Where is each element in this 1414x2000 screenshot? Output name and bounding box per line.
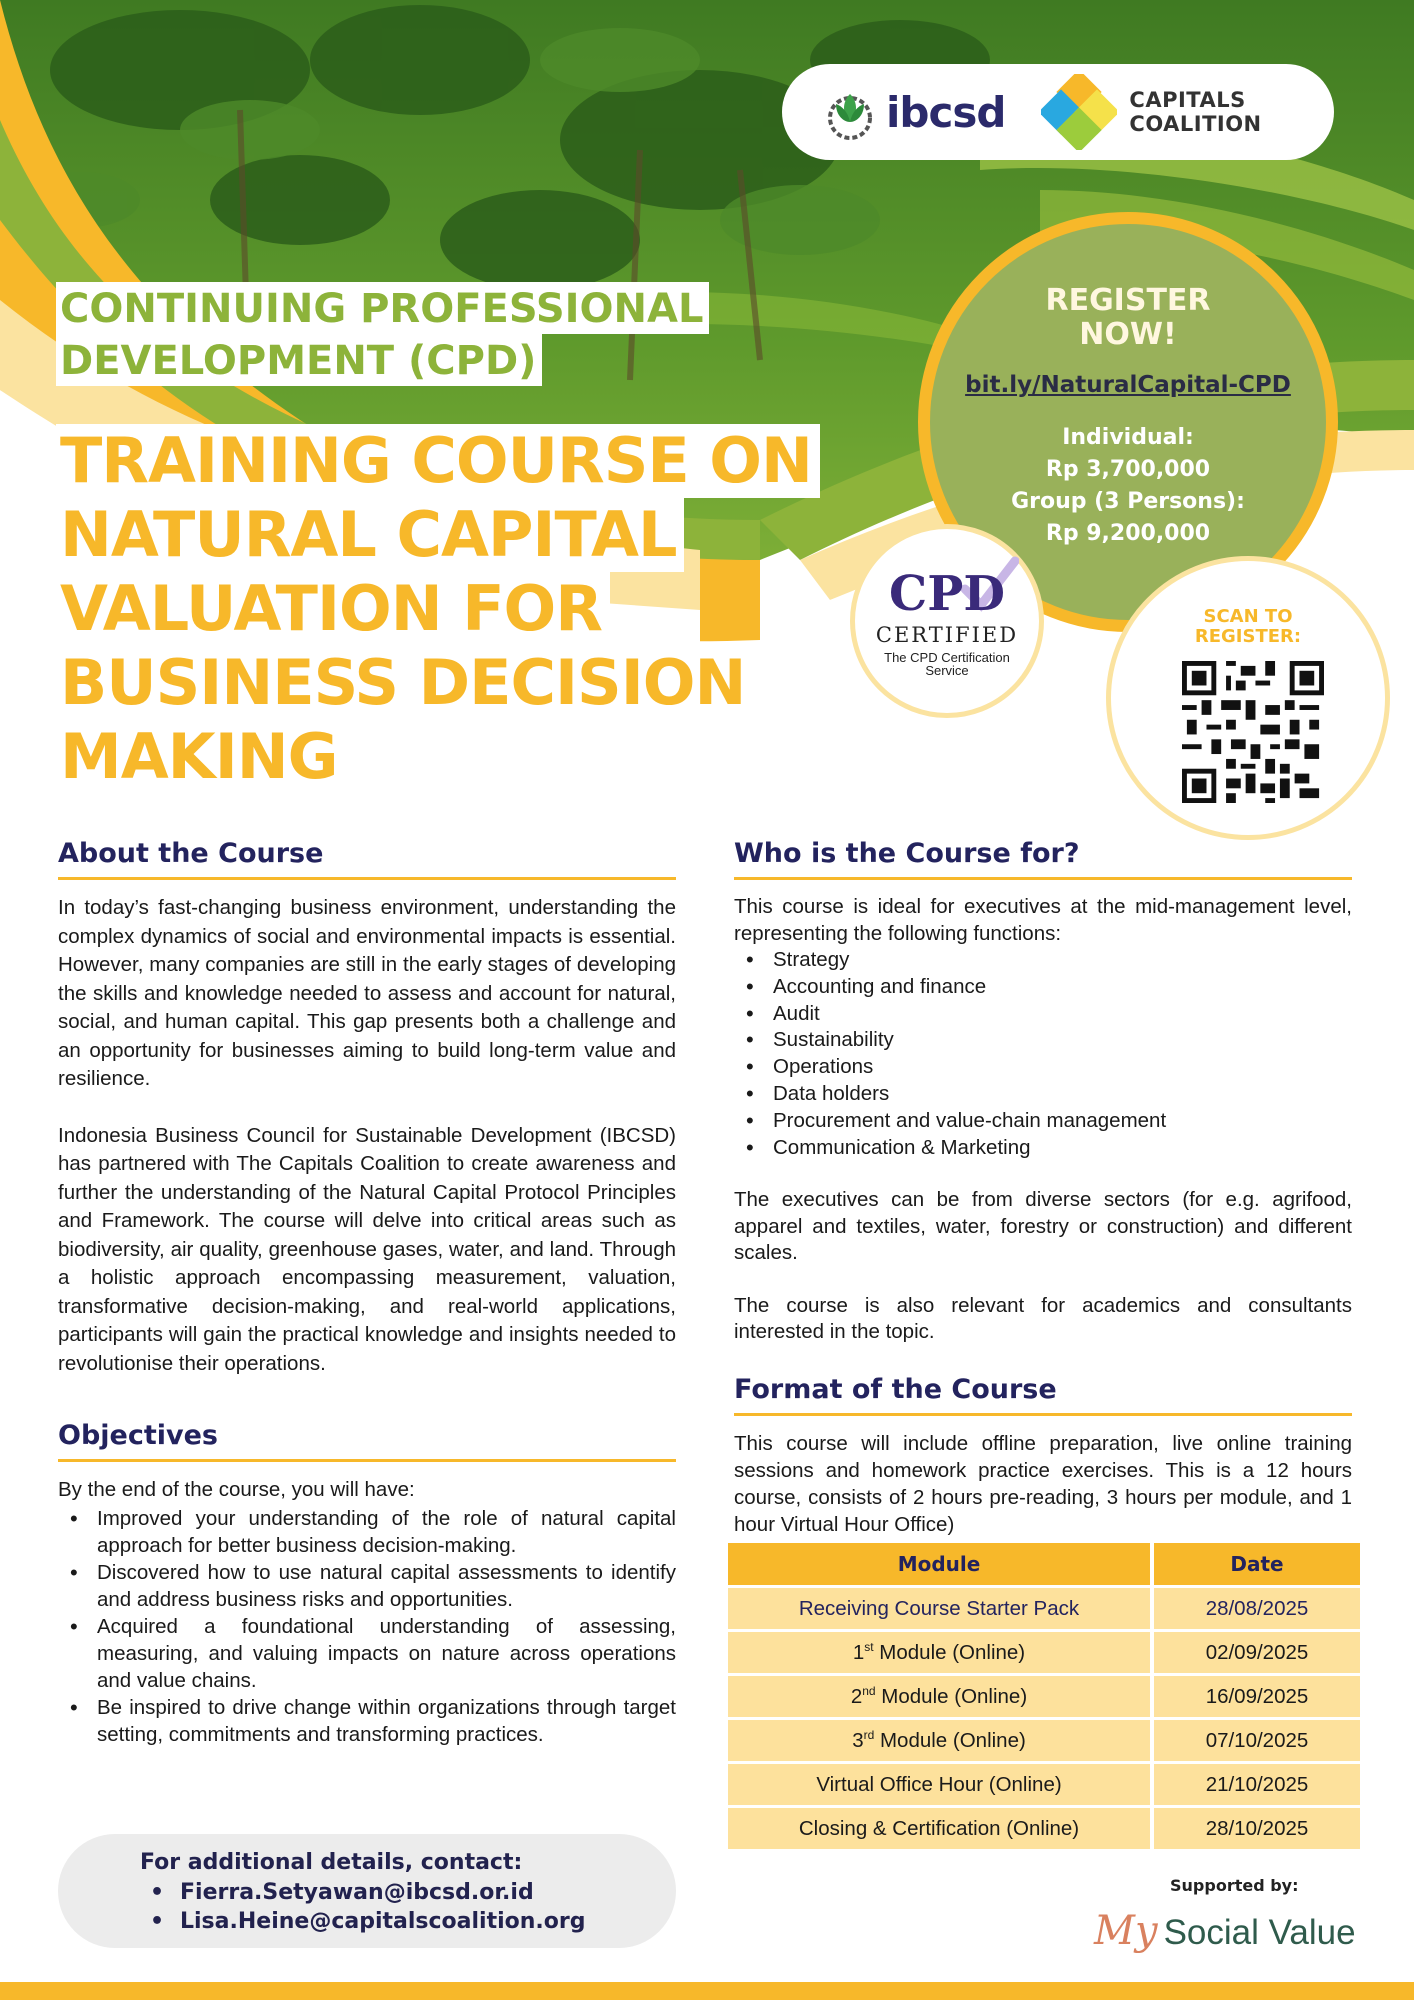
date-cell: 21/10/2025 xyxy=(1154,1764,1360,1805)
module-cell: Closing & Certification (Online) xyxy=(728,1808,1154,1849)
objectives-intro: By the end of the course, you will have: xyxy=(58,1478,415,1501)
capitals-coalition-diamond-icon xyxy=(1041,74,1117,150)
cpd-certified-badge xyxy=(850,524,1044,718)
date-cell: 16/09/2025 xyxy=(1154,1676,1360,1717)
list-item: • Audit xyxy=(734,1001,1352,1028)
my-social-value-logo xyxy=(1094,1908,1356,1954)
functions-list xyxy=(734,947,1352,1161)
about-paragraph: In today’s fast-changing business environment, understanding the complex dynamics of social and environmental impacts is essential. However, many companies are still in the early stages of developing the skills and knowledge needed to assess and account for natural, social, and human capital. This gap presents both a challenge and an opportunity for businesses aiming to build long-term value and resilience. xyxy=(58,896,676,1090)
list-item: • Discovered how to use natural capital assessments to identify and address business risks and opportunities. xyxy=(58,1559,676,1613)
contact-email[interactable]: • Lisa.Heine@capitalscoalition.org xyxy=(140,1907,676,1936)
price-list xyxy=(930,422,1326,550)
ibcsd-logo xyxy=(822,84,1005,140)
list-item: • Improved your understanding of the role of natural capital approach for better business decision-making. xyxy=(58,1505,676,1559)
supported-by-label: Supported by: xyxy=(1170,1876,1299,1895)
objectives-list xyxy=(58,1505,676,1748)
date-cell: 28/08/2025 xyxy=(1154,1588,1360,1629)
capitals-coalition-logo xyxy=(1041,74,1261,150)
list-item: • Data holders xyxy=(734,1081,1352,1108)
contact-title: For additional details, contact: xyxy=(140,1850,523,1875)
price-line: Rp 9,200,000 xyxy=(1045,521,1211,546)
format-heading: Format of the Course xyxy=(734,1374,1352,1416)
schedule-table xyxy=(728,1540,1360,1852)
price-line: Rp 3,700,000 xyxy=(1045,457,1211,482)
cpd-label-line: CONTINUING PROFESSIONAL xyxy=(56,282,709,334)
course-title-line: BUSINESS DECISION xyxy=(56,646,753,720)
badge-service-text: The CPD Certification Service xyxy=(884,650,1010,678)
list-item: • Strategy xyxy=(734,947,1352,974)
list-item: • Operations xyxy=(734,1054,1352,1081)
about-heading: About the Course xyxy=(58,838,676,880)
module-cell: 2nd Module (Online) xyxy=(728,1676,1154,1717)
table-row xyxy=(728,1632,1360,1673)
qr-code-icon[interactable] xyxy=(1182,661,1324,803)
module-cell: Receiving Course Starter Pack xyxy=(728,1588,1154,1629)
badge-certified-text: CERTIFIED xyxy=(875,623,1019,647)
contact-box xyxy=(58,1834,676,1948)
partner-logos xyxy=(782,64,1334,160)
audience-paragraph: The executives can be from diverse sectors (for e.g. agrifood, apparel and textiles, water, forestry or construction) and different scales. xyxy=(734,1188,1352,1265)
bottom-accent-bar xyxy=(0,1982,1414,2000)
course-title xyxy=(56,424,820,794)
objectives-heading: Objectives xyxy=(58,1420,676,1462)
left-column xyxy=(58,838,676,1748)
course-title-line: MAKING xyxy=(56,720,346,794)
msv-my-text: My xyxy=(1094,1908,1158,1954)
contact-list xyxy=(140,1878,676,1936)
audience-paragraph: The course is also relevant for academics and consultants interested in the topic. xyxy=(734,1293,1352,1344)
cpd-label xyxy=(56,282,709,386)
list-item: • Sustainability xyxy=(734,1027,1352,1054)
table-row xyxy=(728,1676,1360,1717)
register-heading: REGISTER NOW! xyxy=(1045,283,1211,352)
audience-intro: This course is ideal for executives at the mid-management level, representing the following functions: xyxy=(734,895,1352,945)
cpd-label-line: DEVELOPMENT (CPD) xyxy=(56,334,542,386)
course-title-line: NATURAL CAPITAL xyxy=(56,498,684,572)
badge-cpd-text: CPD xyxy=(889,566,1005,622)
date-cell: 28/10/2025 xyxy=(1154,1808,1360,1849)
qr-register-circle xyxy=(1106,556,1390,840)
hero-banner xyxy=(0,0,1414,840)
format-description: This course will include offline preparation, live online training sessions and homework practice exercises. This is a 12 hours course, consists of 2 hours pre-reading, 3 hours per module, and 1 hour Virtual Hour Office) xyxy=(734,1431,1352,1536)
list-item: • Procurement and value-chain management xyxy=(734,1108,1352,1135)
table-header-row xyxy=(728,1543,1360,1585)
qr-label: SCAN TO REGISTER: xyxy=(1194,606,1302,647)
price-line: Individual: xyxy=(1062,425,1194,450)
module-cell: 3rd Module (Online) xyxy=(728,1720,1154,1761)
right-column xyxy=(734,838,1352,1538)
msv-wordmark: Social Value xyxy=(1163,1913,1356,1952)
table-row xyxy=(728,1720,1360,1761)
column-header-module: Module xyxy=(728,1543,1154,1585)
register-link[interactable]: bit.ly/NaturalCapital-CPD xyxy=(965,372,1291,398)
ibcsd-wordmark: ibcsd xyxy=(886,87,1006,137)
list-item: • Communication & Marketing xyxy=(734,1135,1352,1162)
about-paragraph: Indonesia Business Council for Sustainable Development (IBCSD) has partnered with The Capitals Coalition to create awareness and further the understanding of the Natural Capital Protocol Principles and Framework. The course will delve into critical areas such as biodiversity, air quality, greenhouse gases, water, and land. Through a holistic approach encompassing measurement, valuation, transformative decision-making, and real-world applications, participants will gain the practical knowledge and insights needed to revolutionise their operations. xyxy=(58,1123,676,1375)
ibcsd-leaf-icon xyxy=(822,84,878,140)
table-row xyxy=(728,1588,1360,1629)
module-cell: Virtual Office Hour (Online) xyxy=(728,1764,1154,1805)
contact-email[interactable]: • Fierra.Setyawan@ibcsd.or.id xyxy=(140,1878,676,1907)
list-item: • Be inspired to drive change within organizations through target setting, commitments and transforming practices. xyxy=(58,1694,676,1748)
table-row xyxy=(728,1808,1360,1849)
price-line: Group (3 Persons): xyxy=(1011,489,1245,514)
date-cell: 07/10/2025 xyxy=(1154,1720,1360,1761)
list-item: • Acquired a foundational understanding of assessing, measuring, and valuing impacts on nature across operations and value chains. xyxy=(58,1613,676,1694)
module-cell: 1st Module (Online) xyxy=(728,1632,1154,1673)
column-header-date: Date xyxy=(1154,1543,1360,1585)
date-cell: 02/09/2025 xyxy=(1154,1632,1360,1673)
table-row xyxy=(728,1764,1360,1805)
capitals-coalition-wordmark: CAPITALS COALITION xyxy=(1129,88,1262,136)
audience-heading: Who is the Course for? xyxy=(734,838,1352,880)
course-title-line: VALUATION FOR xyxy=(56,572,610,646)
course-title-line: TRAINING COURSE ON xyxy=(56,424,820,498)
list-item: • Accounting and finance xyxy=(734,974,1352,1001)
